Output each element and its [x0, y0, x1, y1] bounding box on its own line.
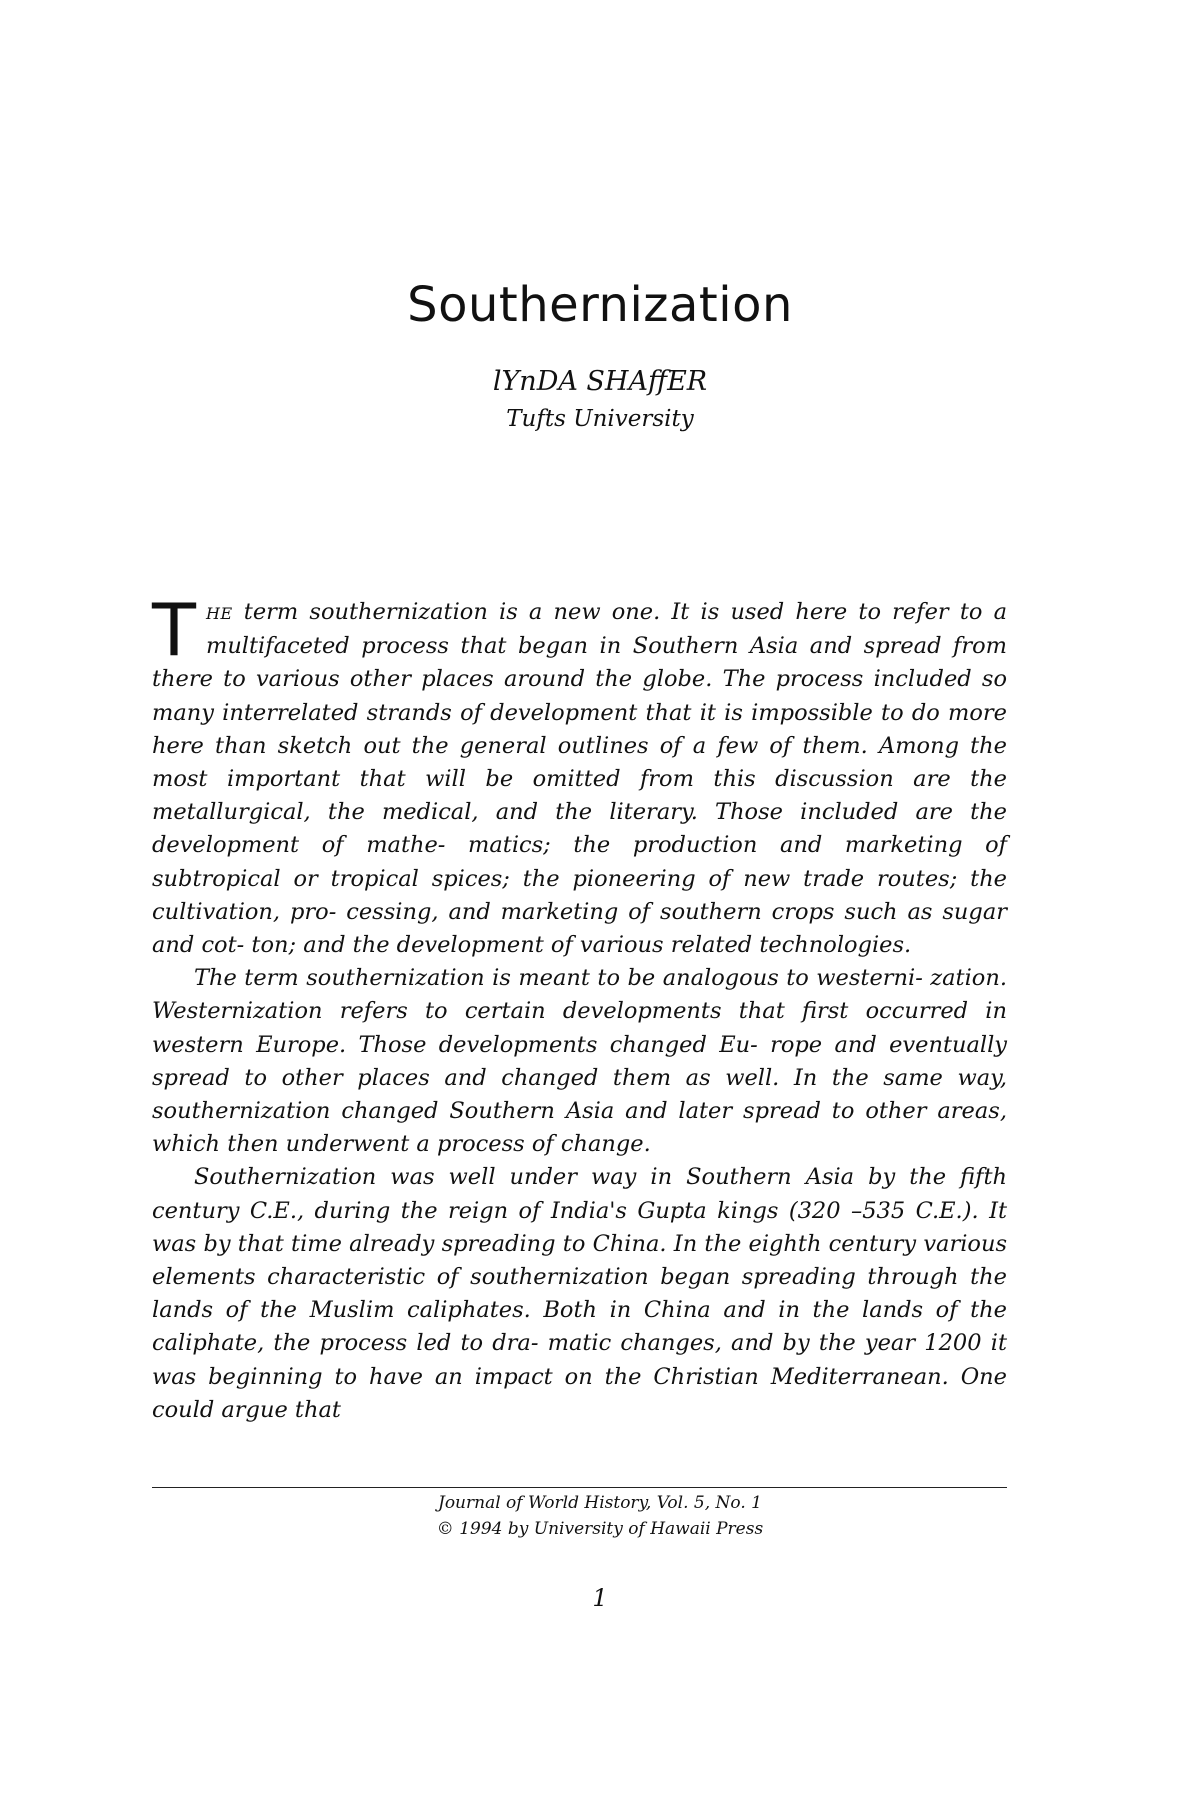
paragraph-2: The term southernization is meant to be analogous to westerni- zation. Westernization refers to certain developments that first occurred in western Europe. Those developments changed Eu- rope and eventually spread to other places and changed them as well. In the same way, southernization changed Southern Asia and later spread to other areas, which then underwent a process of change.	[152, 965, 1007, 1158]
lead-small-caps: HE	[205, 604, 233, 623]
page-number: 1	[592, 1584, 608, 1612]
paragraph-3: Southernization was well under way in Southern Asia by the fifth century C.E., during the reign of India's Gupta kings (320 –535 C.E.). It was by that time already spreading to China. In the eighth century various elements characteristic of southernization began spreading through the lands of the Muslim caliphates. Both in China and in the lands of the caliphate, the process led to dra- matic changes, and by the year 1200 it was beginning to have an impact on the Christian Mediterranean. One could argue that	[152, 1164, 1007, 1423]
author-name: lYnDA SHAffER	[492, 366, 708, 397]
copyright-notice: © 1994 by University of Hawaii Press	[436, 1519, 764, 1539]
article-title: Southernization	[407, 277, 793, 334]
paragraph-1-text: term southernization is a new one. It is used here to refer to a multifaceted process that began in Southern Asia and spread from there to various other places around the globe. The process included so many interrelated strands of development that it is impossible to do more here than sketch out the general outlines of a few of them. Among the most important that will be omitted from this discussion are the metallurgical, the medical, and the literary. Those included are the development of mathe- matics; the production and marketing of subtropical or tropical spices; the pioneering of new trade routes; the cultivation, pro- cessing, and marketing of southern crops such as sugar and cot- ton; and the development of various related technologies.	[152, 599, 1007, 959]
author-affiliation: Tufts University	[506, 406, 694, 432]
drop-cap: T	[152, 588, 196, 672]
article-body	[152, 588, 1007, 1427]
paragraph-1	[152, 588, 1007, 962]
journal-citation: Journal of World History, Vol. 5, No. 1	[438, 1493, 762, 1513]
footnote-divider	[152, 1487, 1007, 1488]
